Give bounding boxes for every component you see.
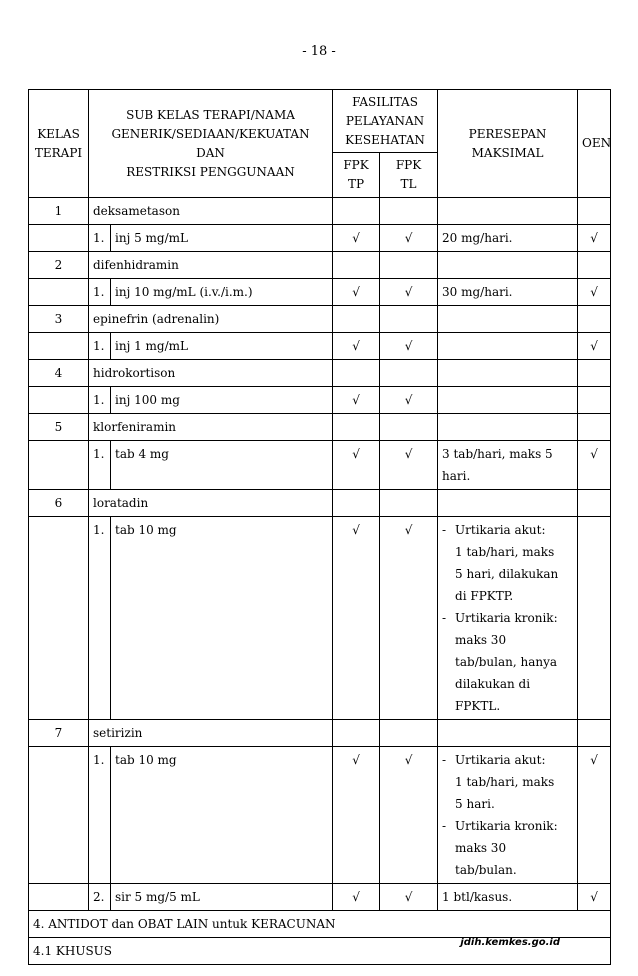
preparation-text: tab 10 mg [111, 747, 333, 884]
empty-cell [578, 252, 611, 279]
fpktl-check: √ [380, 441, 438, 490]
fpktp-check: √ [333, 884, 380, 911]
fpktp-check: √ [333, 387, 380, 414]
item-index: 1. [89, 517, 111, 720]
drug-name: loratadin [89, 490, 333, 517]
drug-number: 6 [29, 490, 89, 517]
item-index: 1. [89, 333, 111, 360]
item-index: 1. [89, 441, 111, 490]
oen-check: √ [578, 747, 611, 884]
empty-cell [380, 360, 438, 387]
oen-check: √ [578, 333, 611, 360]
header-kelas-terapi: KELAS TERAPI [29, 90, 89, 198]
formulary-table [28, 89, 611, 965]
fpktp-check: √ [333, 279, 380, 306]
empty-cell [333, 252, 380, 279]
oen-check: √ [578, 441, 611, 490]
header-fasilitas: FASILITAS PELAYANAN KESEHATAN [333, 90, 438, 153]
drug-name: difenhidramin [89, 252, 333, 279]
empty-cell [333, 490, 380, 517]
preparation-text: inj 10 mg/mL (i.v./i.m.) [111, 279, 333, 306]
preparation-text: tab 4 mg [111, 441, 333, 490]
item-index: 1. [89, 225, 111, 252]
drug-name: epinefrin (adrenalin) [89, 306, 333, 333]
fpktl-check: √ [380, 747, 438, 884]
preparation-row [29, 747, 611, 884]
empty-cell [380, 198, 438, 225]
drug-name: setirizin [89, 720, 333, 747]
subsection-title: 4.1 KHUSUS [29, 938, 611, 965]
drug-row [29, 360, 611, 387]
section-title: 4. ANTIDOT dan OBAT LAIN untuk KERACUNAN [29, 911, 611, 938]
drug-number: 1 [29, 198, 89, 225]
item-index: 1. [89, 387, 111, 414]
oen-check [578, 387, 611, 414]
prescription-list-item: - Urtikaria kronik: maks 30 tab/bulan, hanya dilakukan di FPKTL. [442, 607, 573, 717]
max-prescription [438, 387, 578, 414]
empty-cell [333, 360, 380, 387]
preparation-text: inj 100 mg [111, 387, 333, 414]
preparation-row [29, 441, 611, 490]
preparation-text: inj 5 mg/mL [111, 225, 333, 252]
empty-cell [578, 198, 611, 225]
header-fpktp: FPK TP [333, 153, 380, 198]
preparation-row [29, 884, 611, 911]
header-oen: OEN [578, 90, 611, 198]
empty-cell [29, 441, 89, 490]
empty-cell [29, 747, 89, 884]
fpktl-check: √ [380, 279, 438, 306]
drug-name: klorfeniramin [89, 414, 333, 441]
drug-name: deksametason [89, 198, 333, 225]
fpktl-check: √ [380, 387, 438, 414]
max-prescription [438, 747, 578, 884]
empty-cell [333, 306, 380, 333]
empty-cell [380, 252, 438, 279]
prescription-list-item: - Urtikaria akut: 1 tab/hari, maks 5 hari, dilakukan di FPKTP. [442, 519, 573, 607]
fpktp-check: √ [333, 333, 380, 360]
drug-name: hidrokortison [89, 360, 333, 387]
drug-row [29, 720, 611, 747]
fpktl-check: √ [380, 333, 438, 360]
empty-cell [29, 884, 89, 911]
prescription-list [442, 519, 573, 717]
preparation-text: inj 1 mg/mL [111, 333, 333, 360]
page-number: - 18 - [302, 44, 336, 59]
empty-cell [438, 720, 578, 747]
max-prescription: 1 btl/kasus. [438, 884, 578, 911]
empty-cell [438, 198, 578, 225]
drug-row [29, 198, 611, 225]
prescription-list [442, 749, 573, 881]
max-prescription: 30 mg/hari. [438, 279, 578, 306]
empty-cell [380, 306, 438, 333]
empty-cell [333, 720, 380, 747]
prescription-list-item: - Urtikaria kronik: maks 30 tab/bulan. [442, 815, 573, 881]
empty-cell [380, 414, 438, 441]
item-index: 1. [89, 279, 111, 306]
drug-number: 4 [29, 360, 89, 387]
drug-row [29, 490, 611, 517]
oen-check: √ [578, 225, 611, 252]
preparation-row [29, 387, 611, 414]
empty-cell [29, 279, 89, 306]
empty-cell [438, 360, 578, 387]
empty-cell [578, 720, 611, 747]
fpktl-check: √ [380, 517, 438, 720]
item-index: 1. [89, 747, 111, 884]
header-sub-kelas: SUB KELAS TERAPI/NAMA GENERIK/SEDIAAN/KEKUATAN DAN RESTRIKSI PENGGUNAAN [89, 90, 333, 198]
drug-number: 3 [29, 306, 89, 333]
fpktp-check: √ [333, 441, 380, 490]
empty-cell [333, 198, 380, 225]
drug-row [29, 306, 611, 333]
oen-check: √ [578, 884, 611, 911]
empty-cell [578, 360, 611, 387]
empty-cell [578, 306, 611, 333]
drug-number: 2 [29, 252, 89, 279]
drug-number: 7 [29, 720, 89, 747]
oen-check [578, 517, 611, 720]
empty-cell [29, 333, 89, 360]
drug-row [29, 252, 611, 279]
drug-number: 5 [29, 414, 89, 441]
prescription-list-item: - Urtikaria akut: 1 tab/hari, maks 5 hari. [442, 749, 573, 815]
fpktp-check: √ [333, 517, 380, 720]
fpktl-check: √ [380, 225, 438, 252]
empty-cell [380, 490, 438, 517]
header-peresepan: PERESEPAN MAKSIMAL [438, 90, 578, 198]
empty-cell [29, 387, 89, 414]
fpktl-check: √ [380, 884, 438, 911]
empty-cell [578, 414, 611, 441]
preparation-text: tab 10 mg [111, 517, 333, 720]
max-prescription [438, 517, 578, 720]
preparation-row [29, 225, 611, 252]
empty-cell [333, 414, 380, 441]
max-prescription: 3 tab/hari, maks 5 hari. [438, 441, 578, 490]
footer-url: jdih.kemkes.go.id [460, 937, 560, 948]
empty-cell [380, 720, 438, 747]
preparation-row [29, 333, 611, 360]
empty-cell [438, 252, 578, 279]
empty-cell [438, 414, 578, 441]
empty-cell [29, 517, 89, 720]
fpktp-check: √ [333, 225, 380, 252]
fpktp-check: √ [333, 747, 380, 884]
header-fpktl: FPK TL [380, 153, 438, 198]
preparation-row [29, 517, 611, 720]
empty-cell [438, 490, 578, 517]
empty-cell [578, 490, 611, 517]
drug-row [29, 414, 611, 441]
preparation-row [29, 279, 611, 306]
empty-cell [29, 225, 89, 252]
item-index: 2. [89, 884, 111, 911]
max-prescription [438, 333, 578, 360]
max-prescription: 20 mg/hari. [438, 225, 578, 252]
oen-check: √ [578, 279, 611, 306]
section-row [29, 911, 611, 938]
empty-cell [438, 306, 578, 333]
preparation-text: sir 5 mg/5 mL [111, 884, 333, 911]
